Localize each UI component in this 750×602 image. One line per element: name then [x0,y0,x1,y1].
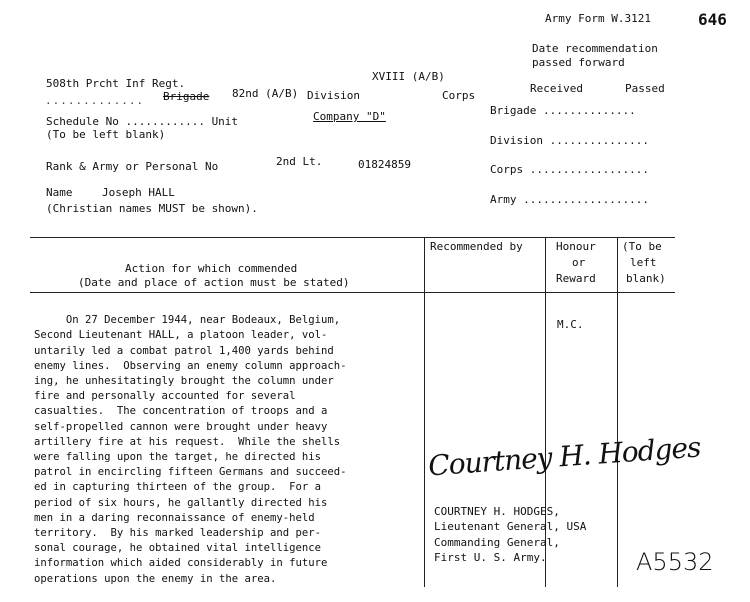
corps-line: Corps .................. [490,163,649,176]
passed-forward-label: passed forward [532,56,625,69]
citation-line: Second Lieutenant HALL, a platoon leader, vol- [34,329,328,342]
division-line: Division ............... [490,134,649,147]
service-number: 01824859 [358,158,411,171]
col-blank-line2: left [630,256,657,269]
signature-line: Lieutenant General, USA [434,520,587,533]
citation-line: enemy lines. Observing an enemy column approach- [34,359,347,372]
col-honour-line1: Honour [556,240,596,253]
brigade-line: Brigade .............. [490,104,636,117]
army-line: Army ................... [490,193,649,206]
citation-line: casualties. The concentration of troops and a [34,405,328,418]
division-label: Division [307,89,360,102]
citation-line: information which aided considerably in future [34,557,328,570]
citation-text [34,298,426,602]
unit-value: Company "D" [313,110,386,123]
citation-line: On 27 December 1944, near Bodeaux, Belgium, [34,314,341,327]
col-action-subheader: (Date and place of action must be stated) [78,276,350,289]
citation-line: period of six hours, he gallantly directed his [34,496,328,509]
table-top-rule [30,237,675,238]
signature-line: First U. S. Army. [434,551,547,564]
signature-line: Commanding General, [434,535,560,549]
passed-label: Passed [625,82,665,95]
citation-line: ing, he unhesitatingly brought the column under [34,375,334,388]
date-recommendation-label: Date recommendation [532,42,658,55]
col-blank-line1: (To be [622,240,662,253]
name-label: Name [46,186,73,199]
name-note: (Christian names MUST be shown). [46,202,258,215]
page-number: 646 [698,10,727,29]
received-label: Received [530,82,583,95]
dotted-underline: ............. [45,94,145,107]
col-honour-line3: Reward [556,272,596,285]
brigade-struck: Brigade [163,90,210,103]
table-header-rule [30,292,675,293]
rank-value: 2nd Lt. [276,155,323,168]
citation-line: artillery fire at his request. While the shells [34,435,341,448]
citation-line: self-propelled cannon were brought under heavy [34,420,328,433]
citation-line: untarily led a combat patrol 1,400 yards behind [34,344,334,357]
regiment: 508th Prcht Inf Regt. [46,77,186,90]
handwritten-signature: Courtney H. Hodges [427,430,702,483]
citation-line: operations upon the enemy in the area. [34,572,277,585]
citation-line: territory. By his marked leadership and per- [34,527,322,540]
name-value: Joseph HALL [102,186,175,199]
citation-line: fire and personally accounted for several [34,390,296,403]
form-label: Army Form W.3121 [545,12,651,25]
citation-line: patrol in encircling fifteen Germans and succeed- [34,466,347,479]
citation-line: sonal courage, he obtained vital intelligence [34,542,322,555]
citation-line: men in a daring reconnaissance of enemy-held [34,511,315,524]
col-honour-line2: or [572,256,586,269]
stamp-number: A5532 [636,548,714,576]
col-recommended-header: Recommended by [430,240,523,253]
schedule-label: Schedule No ............ Unit [46,115,239,128]
citation-line: were falling upon the target, he directed his [34,451,322,464]
award-value: M.C. [557,318,584,331]
signature-block [434,488,586,581]
signature-line: COURTNEY H. HODGES, [434,504,560,518]
corps-label: Corps [442,89,476,102]
corps-value: XVIII (A/B) [372,70,445,83]
division-value: 82nd (A/B) [232,87,299,100]
rank-label: Rank & Army or Personal No [46,160,219,173]
citation-line: ed in capturing thirteen of the group. For a [34,481,322,494]
column-divider-3 [617,237,618,587]
blank-note: (To be left blank) [46,128,166,141]
col-blank-line3: blank) [626,272,666,285]
col-action-header: Action for which commended [125,262,298,275]
